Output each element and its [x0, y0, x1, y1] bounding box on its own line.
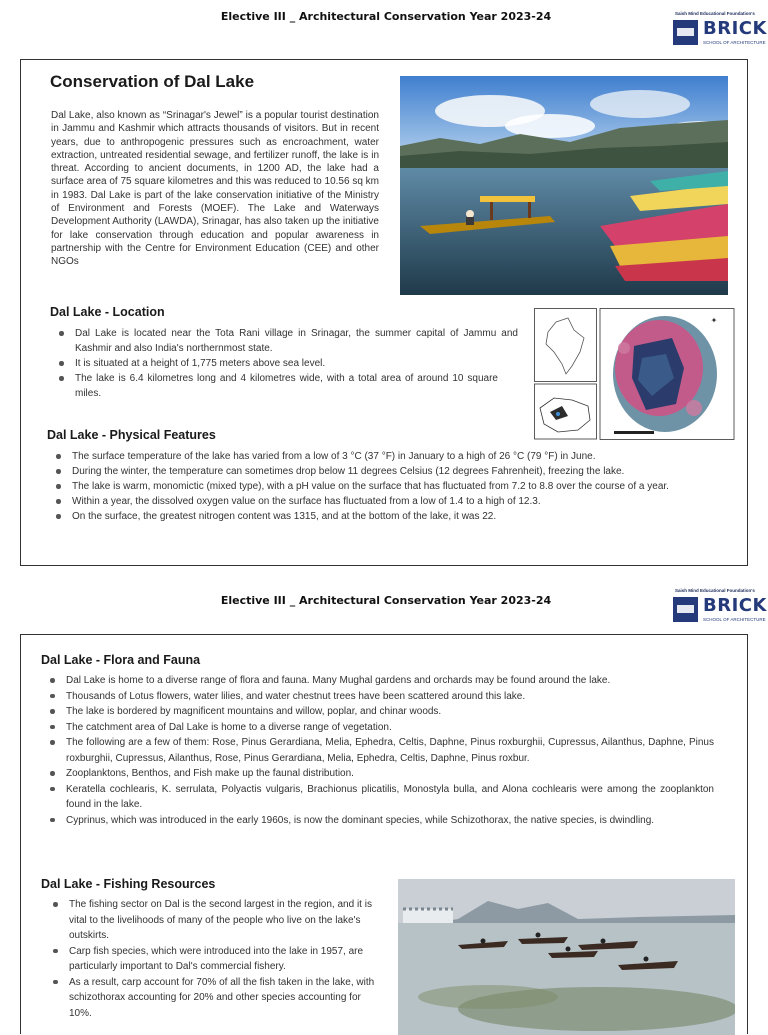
logo-subtitle: SCHOOL OF ARCHITECTURE — [703, 617, 766, 622]
flora-list — [42, 673, 714, 828]
content-panel-1 — [20, 59, 748, 566]
list-item — [42, 689, 714, 705]
list-item: On the surface, the greatest nitrogen content was 1315, and at the bottom of the lake, it was 22. — [48, 509, 724, 524]
list-item: During the winter, the temperature can sometimes drop below 11 degrees Celsius (12 degrees Fahrenheit), freezing the lake. — [48, 464, 724, 479]
flora-text: Thousands of Lotus flowers, water lilies, and water chestnut trees have been scattered around this lake. — [66, 690, 526, 702]
list-item: Carp fish species, which were introduced into the lake in 1957, are particularly important to Dal's commercial fishery. — [45, 944, 385, 975]
list-item: The following are a few of them: Rose, Pinus Gerardiana, Melia, Ephedra, Celtis, Daphne, Pinus roxburghii, Cupressus, Ailanthus, Daphne, Pinus roxburghii, Cupressus, Ailanthus, Rose, Pinus Gerardiana, Melia, Ephedra, Celtis, Daphne, Pinus roxbur. — [42, 735, 714, 766]
list-item: It is situated at a height of 1,775 meters above sea level. — [51, 356, 518, 371]
school-logo — [673, 588, 767, 628]
list-item: Dal Lake is located near the Tota Rani village in Srinagar, the summer capital of Jammu and Kashmir and also India's northernmost state. — [51, 326, 518, 356]
dal-lake-photo — [400, 76, 728, 295]
list-item-text: The lake is 6.4 kilometres long and 4 kilometres wide, with a total area of around 10 square miles. — [75, 373, 498, 399]
list-item: The lake is warm, monomictic (mixed type), with a pH value on the surface that has fluctuated from 7.2 to 8.8 over the course of a year. — [48, 479, 724, 494]
list-item: The catchment area of Dal Lake is home to a diverse range of vegetation. — [42, 720, 714, 736]
flora-heading: Dal Lake - Flora and Fauna — [41, 653, 201, 667]
location-heading: Dal Lake - Location — [50, 305, 165, 319]
location-maps — [534, 308, 735, 440]
brick-logo-icon — [673, 597, 698, 622]
header-title: Elective III _ Architectural Conservation Year 2023-24 — [220, 10, 552, 23]
logo-name: BRICK — [703, 18, 767, 39]
compass-icon: ✦ — [710, 316, 718, 325]
fishing-heading: Dal Lake - Fishing Resources — [41, 877, 216, 891]
page-header-1 — [0, 0, 768, 45]
list-item: The fishing sector on Dal is the second largest in the region, and it is vital to the livelihoods of many of the people who live on the lake's outskirts. — [45, 897, 385, 944]
intro-paragraph: Dal Lake, also known as “Srinagar's Jewel” is a popular tourist destination in Jammu and Kashmir which attracts thousands of visitors. But in recent years, due to anthropogenic pressures such as encroachment, water extraction, untreated residential sewage, and fertilizer runoff, the lake is in threat. According to ancient documents, in 1200 AD, the lake had a surface area of 75 square kilometres and this was reduced to 10.56 sq km in 1983. Dal Lake is part of the lake conservation initiative of the Ministry of Environment and Forests (MOEF). The Lake and Waterways Development Authority (LAWDA), Srinagar, has also taken up the initiative for lake conservation through education and popular awareness in partnership with the Centre for Environment Education (CEE) and other NGOs — [51, 110, 379, 268]
brick-logo-icon — [673, 20, 698, 45]
school-logo — [673, 11, 767, 51]
fishing-boats-photo — [398, 879, 735, 1035]
fishing-list — [45, 897, 385, 1021]
physical-heading: Dal Lake - Physical Features — [47, 428, 216, 442]
list-item: Zooplanktons, Benthos, and Fish make up the faunal distribution. — [42, 766, 714, 782]
page-header-2 — [0, 584, 768, 624]
list-item: Keratella cochlearis, K. serrulata, Polyactis vulgaris, Brachionus plicatilis, Monostyla bulla, and Alona cochlearis were among the zooplankton found in the lake. — [42, 782, 714, 813]
list-item: As a result, carp account for 70% of all the fish taken in the lake, with schizothorax accounting for 20% and other species accounting for 10%. — [45, 975, 385, 1022]
logo-foundation-text: Saish Mind Educational Foundation's — [675, 588, 755, 593]
list-item: Within a year, the dissolved oxygen value on the surface has fluctuated from a low of 1.4 to a high of 12.3. — [48, 494, 724, 509]
list-item — [51, 371, 518, 401]
list-item: The surface temperature of the lake has varied from a low of 3 °C (37 °F) in January to a high of 26 °C (79 °F) in June. — [48, 449, 724, 464]
logo-subtitle: SCHOOL OF ARCHITECTURE — [703, 40, 766, 45]
list-item: Dal Lake is home to a diverse range of flora and fauna. Many Mughal gardens and orchards may be found around the lake. — [42, 673, 714, 689]
logo-name: BRICK — [703, 595, 767, 616]
list-item: The lake is bordered by magnificent mountains and willow, poplar, and chinar woods. — [42, 704, 714, 720]
page-title: Conservation of Dal Lake — [50, 72, 255, 91]
location-list — [51, 326, 518, 401]
content-panel-2 — [20, 634, 748, 1034]
physical-list — [48, 449, 724, 524]
header-title: Elective III _ Architectural Conservation Year 2023-24 — [220, 594, 552, 607]
list-item: Cyprinus, which was introduced in the early 1960s, is now the dominant species, while Schizothorax, the native species, is dwindling. — [42, 813, 714, 829]
logo-foundation-text: Saish Mind Educational Foundation's — [675, 11, 755, 16]
